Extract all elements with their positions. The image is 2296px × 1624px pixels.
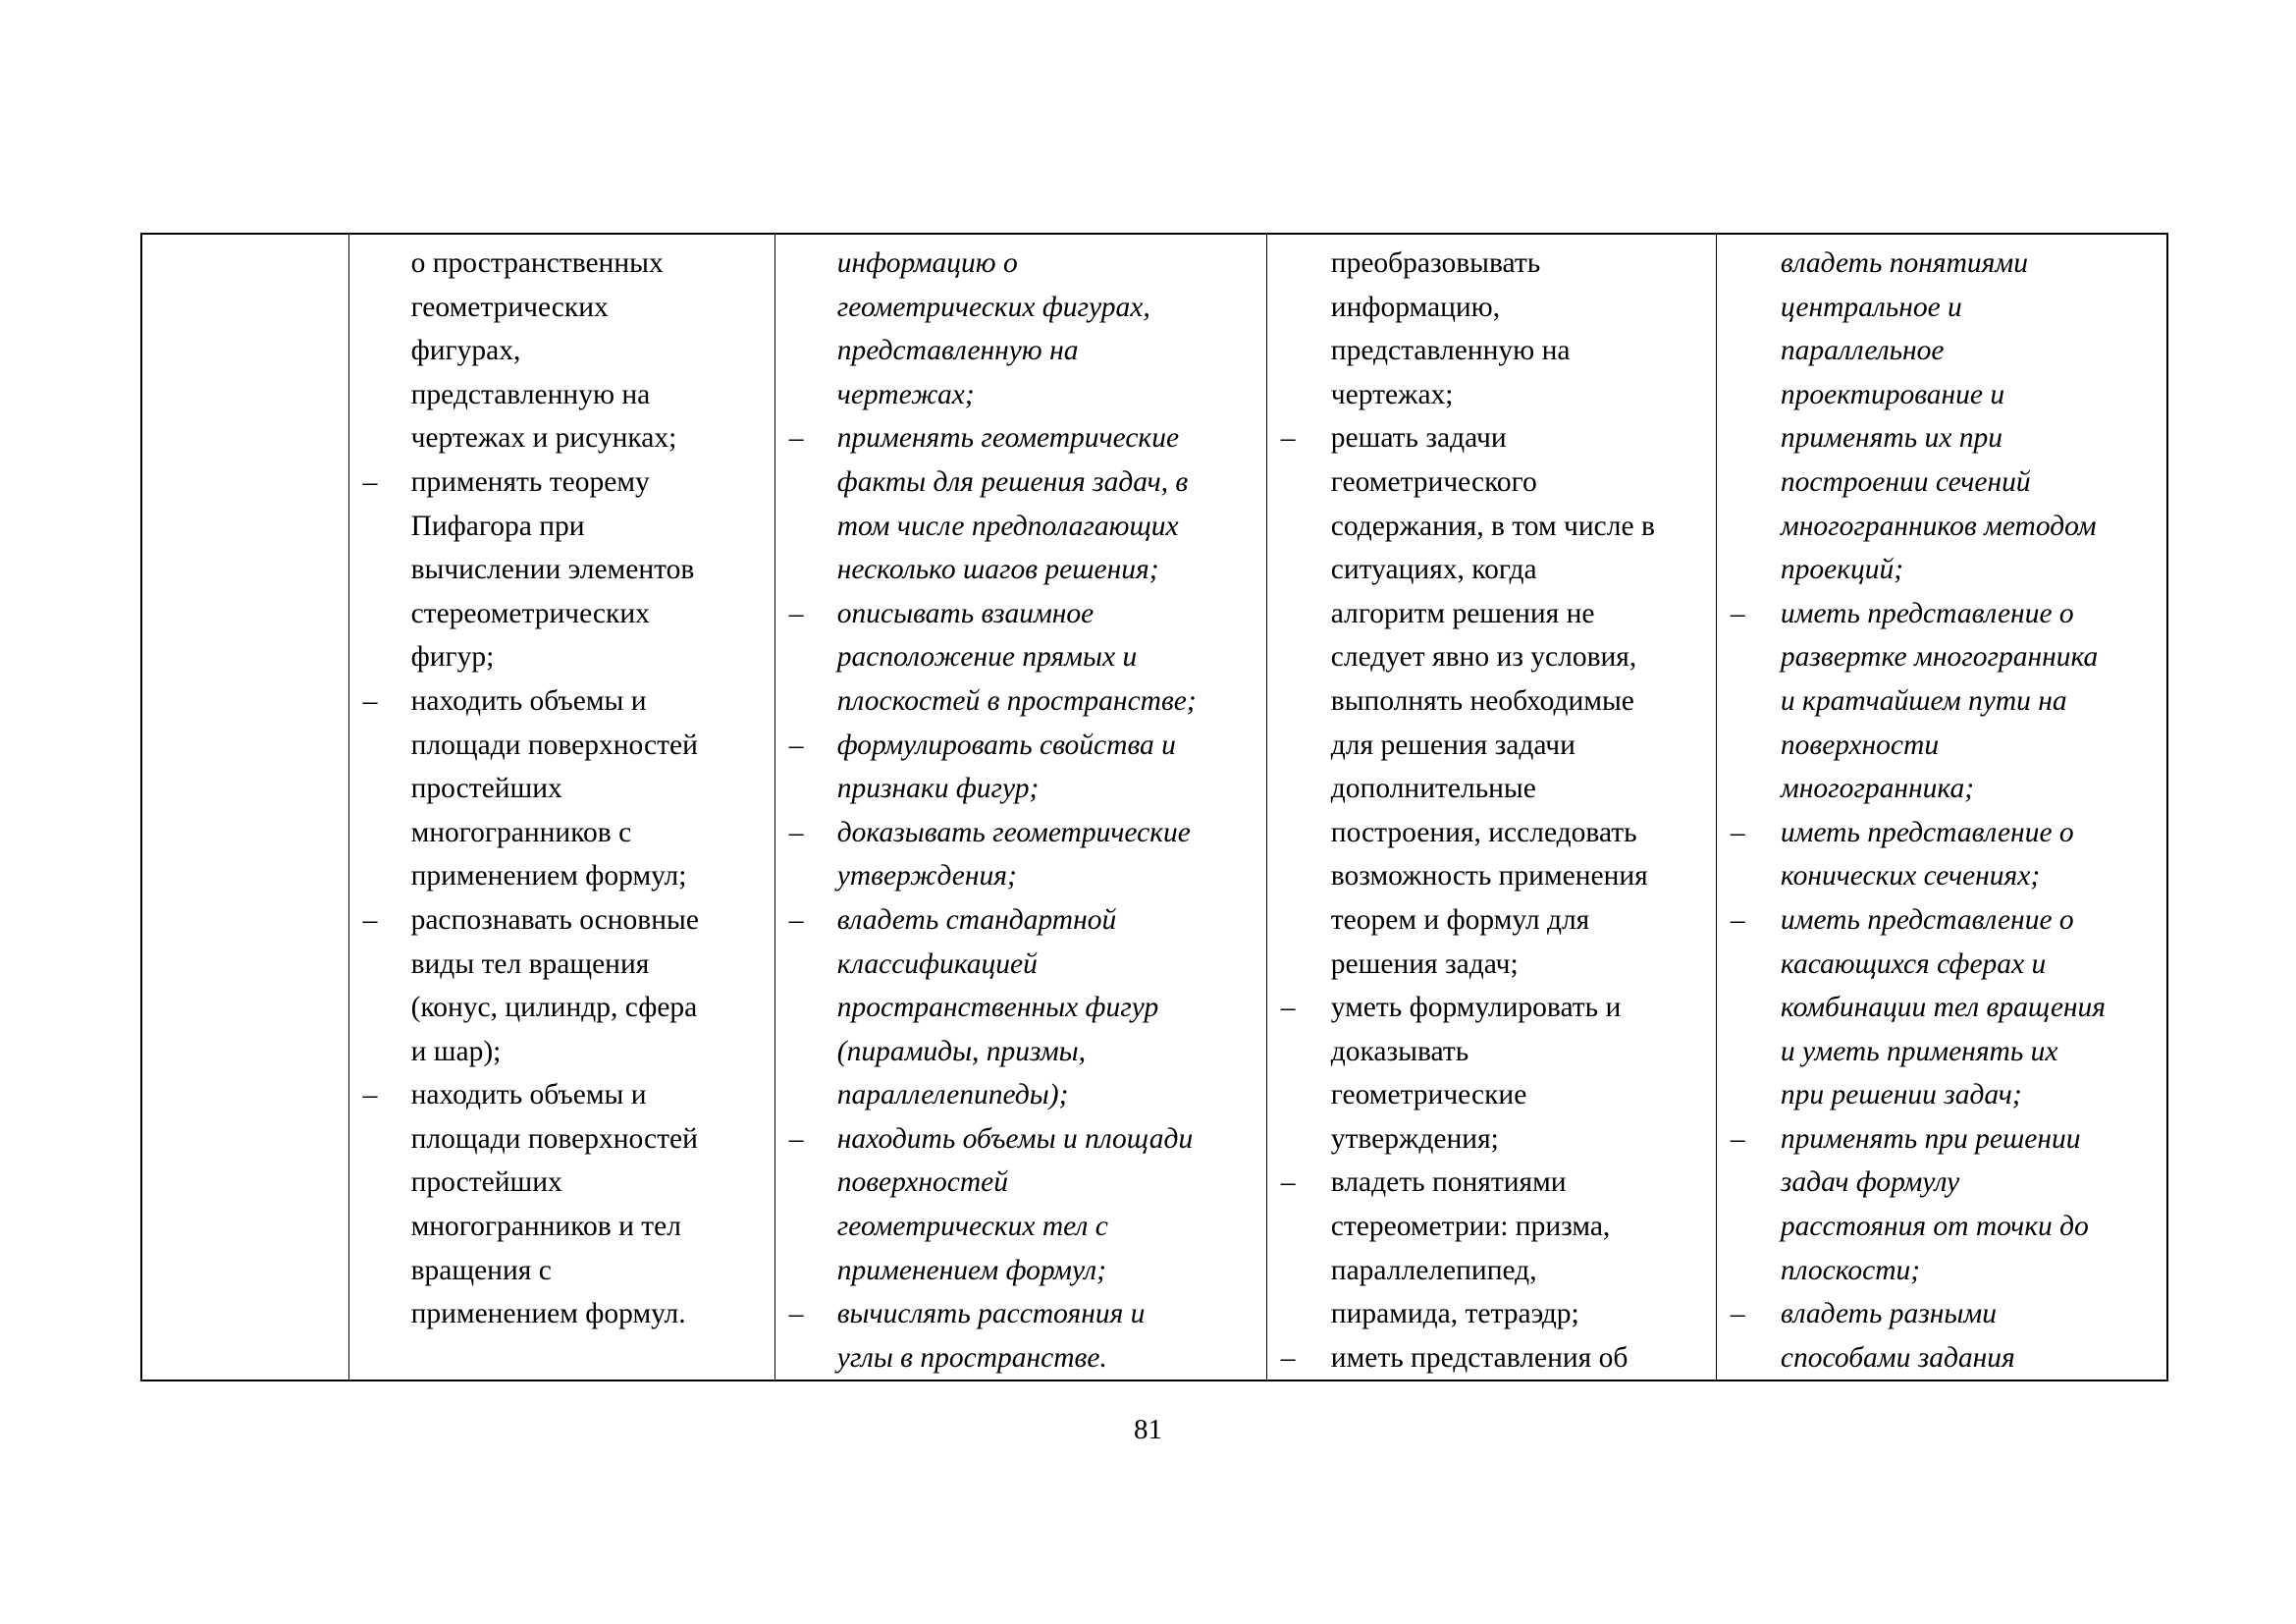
column-lines [1717,242,2166,1380]
line-text: уметь формулировать и [1330,992,1622,1024]
table-line [1717,1336,2166,1380]
table-line [775,460,1266,505]
table-line [775,724,1266,768]
table-line [775,1073,1266,1117]
table-line [775,242,1266,286]
line-text: расположение прямых и [836,641,1138,674]
table-line [1717,635,2166,679]
table-line [775,943,1266,987]
line-text: ситуациях, когда [1330,554,1537,586]
line-text: преобразовывать [1330,247,1541,279]
table-line [349,943,774,987]
column-lines [775,242,1266,1380]
line-text: развертке многогранника [1780,641,2099,674]
table-line [775,854,1266,898]
line-text: и шар); [410,1035,502,1067]
table-line [775,329,1266,373]
line-text: и кратчайшем пути на [1780,684,2067,717]
line-text: проектирование и [1780,378,2005,410]
line-text: о пространственных [410,247,664,279]
table-line [1717,679,2166,724]
line-text: применением формул; [836,1254,1106,1286]
table-line [1717,1292,2166,1336]
table-column-empty [142,235,349,1380]
table-line [1267,943,1716,987]
table-line [1717,1030,2166,1074]
table-line [1267,1336,1716,1380]
line-text: находить объемы и [410,684,647,717]
table-line [775,548,1266,592]
list-dash: – [362,465,378,498]
list-dash: – [788,1298,804,1330]
table-column-advanced-skills [1267,235,1717,1380]
table-line [349,1117,774,1162]
table-line [1717,1073,2166,1117]
table-line [1267,986,1716,1030]
table-line [1717,1205,2166,1249]
table-line [349,679,774,724]
line-text: чертежах; [1330,378,1454,410]
line-text: и уметь применять их [1780,1035,2058,1067]
line-text: пирамида, тетраэдр; [1330,1298,1579,1330]
table-line [349,1030,774,1074]
table-line [1717,854,2166,898]
list-dash: – [362,1079,378,1111]
table-column-basic-opportunities [775,235,1267,1380]
line-text: владеть понятиями [1330,1166,1567,1199]
list-dash: – [788,1122,804,1155]
line-text: применять теорему [410,465,650,498]
line-text: многогранника; [1780,773,1975,805]
list-dash: – [362,903,378,936]
line-text: иметь представления об [1330,1341,1629,1374]
list-dash: – [1280,1341,1296,1374]
table-line [1267,592,1716,636]
list-dash: – [1730,1298,1745,1330]
line-text: комбинации тел вращения [1780,992,2107,1024]
line-text: владеть разными [1780,1298,1997,1330]
table-line [1267,1030,1716,1074]
table-line [1717,592,2166,636]
table-line [775,1292,1266,1336]
line-text: чертежах; [836,378,975,410]
line-text: параллелепипеды); [836,1079,1069,1111]
table-line [349,548,774,592]
table-line [349,724,774,768]
table-line [349,767,774,811]
line-text: простейших [410,773,562,805]
line-text: геометрических [410,291,609,323]
table-column-basic-skills [349,235,775,1380]
line-text: применением формул. [410,1298,686,1330]
line-text: фигур; [410,641,495,674]
list-dash: – [788,903,804,936]
line-text: площади поверхностей [410,729,698,761]
line-text: чертежах и рисунках; [410,422,677,455]
line-text: информацию о [836,247,1018,279]
table-line [1267,286,1716,330]
table-line [1717,724,2166,768]
line-text: возможность применения [1330,860,1648,893]
table-line [1267,416,1716,460]
table-line [1717,548,2166,592]
table-line [775,767,1266,811]
line-text: утверждения; [836,860,1017,893]
table-line [349,1249,774,1293]
table-line [1267,898,1716,943]
table-line [349,416,774,460]
line-text: теорем и формул для [1330,903,1590,936]
list-dash: – [1730,597,1745,629]
table-line [1717,898,2166,943]
table-line [775,1117,1266,1162]
table-line [775,1336,1266,1380]
table-line [1267,548,1716,592]
line-text: проекций; [1780,554,1904,586]
list-dash: – [1730,903,1745,936]
table-line [349,460,774,505]
column-lines [1267,242,1716,1380]
line-text: параллельное [1780,335,1945,367]
list-dash: – [788,729,804,761]
table-line [775,1205,1266,1249]
table-line [1267,373,1716,417]
line-text: применением формул; [410,860,687,893]
table-line [1717,416,2166,460]
list-dash: – [1730,816,1745,848]
table-line [349,986,774,1030]
table-line [1717,329,2166,373]
list-dash: – [362,684,378,717]
table-line [1717,943,2166,987]
line-text: находить объемы и [410,1079,647,1111]
table-line [1267,242,1716,286]
line-text: содержания, в том числе в [1330,510,1655,542]
list-dash: – [1280,992,1296,1024]
line-text: решения задач; [1330,947,1519,980]
table-line [1267,679,1716,724]
line-text: конических сечениях; [1780,860,2041,893]
table-line [1267,811,1716,855]
table-column-advanced-opportunities [1717,235,2166,1380]
line-text: решать задачи [1330,422,1507,455]
table-line [349,854,774,898]
line-text: стереометрии: призма, [1330,1211,1611,1243]
line-text: плоскости; [1780,1254,1921,1286]
line-text: фигурах, [410,335,521,367]
line-text: пространственных фигур [836,992,1159,1024]
line-text: центральное и [1780,291,1962,323]
table-line [775,898,1266,943]
line-text: доказывать геометрические [836,816,1191,848]
table-line [775,416,1266,460]
line-text: стереометрических [410,597,650,629]
line-text: для решения задачи [1330,729,1575,761]
list-dash: – [1280,422,1296,455]
table-line [349,811,774,855]
line-text: факты для решения задач, в [836,465,1189,498]
table-line [775,1161,1266,1205]
line-text: геометрические [1330,1079,1527,1111]
list-dash: – [788,816,804,848]
line-text: расстояния от точки до [1780,1211,2089,1243]
table-line [1717,811,2166,855]
table-line [1717,505,2166,549]
line-text: применять при решении [1780,1122,2081,1155]
line-text: классификацией [836,947,1038,980]
line-text: способами задания [1780,1341,2015,1374]
table-line [1717,767,2166,811]
table-line [349,1205,774,1249]
table-line [775,635,1266,679]
line-text: формулировать свойства и [836,729,1176,761]
line-text: Пифагора при [410,510,585,542]
table-line [1267,460,1716,505]
line-text: (конус, цилиндр, сфера [410,992,698,1024]
table-line [775,986,1266,1030]
line-text: иметь представление о [1780,903,2074,936]
table-line [349,286,774,330]
line-text: геометрических фигурах, [836,291,1150,323]
line-text: признаки фигур; [836,773,1040,805]
line-text: описывать взаимное [836,597,1095,629]
table-line [1267,1073,1716,1117]
line-text: при решении задач; [1780,1079,2022,1111]
line-text: многогранников с [410,816,632,848]
table-line [775,592,1266,636]
table-line [1267,329,1716,373]
line-text: утверждения; [1330,1122,1499,1155]
line-text: информацию, [1330,291,1501,323]
line-text: том числе предполагающих [836,510,1179,542]
table-line [1717,1117,2166,1162]
table-line [775,505,1266,549]
line-text: простейших [410,1166,562,1199]
line-text: построении сечений [1780,465,2031,498]
line-text: поверхности [1780,729,1940,761]
line-text: виды тел вращения [410,947,650,980]
table-line [349,373,774,417]
table-line [349,1073,774,1117]
line-text: представленную на [836,335,1079,367]
table-line [775,373,1266,417]
line-text: алгоритм решения не [1330,597,1595,629]
list-dash: – [788,422,804,455]
table-line [1717,986,2166,1030]
table-line [349,898,774,943]
table-line [1267,767,1716,811]
line-text: дополнительные [1330,773,1536,805]
line-text: представленную на [410,378,651,410]
table-line [1267,1117,1716,1162]
list-dash: – [1730,1122,1745,1155]
table-line [349,242,774,286]
line-text: построения, исследовать [1330,816,1637,848]
line-text: площади поверхностей [410,1122,698,1155]
line-text: следует явно из условия, [1330,641,1637,674]
line-text: вычислять расстояния и [836,1298,1146,1330]
table-line [349,1161,774,1205]
table-line [349,592,774,636]
table-line [1267,635,1716,679]
table-line [1717,1249,2166,1293]
line-text: представленную на [1330,335,1571,367]
table-line [775,286,1266,330]
table-line [349,505,774,549]
line-text: распознавать основные [410,903,699,936]
table-line [349,635,774,679]
page-number: 81 [1134,1414,1162,1445]
table-line [775,1030,1266,1074]
line-text: применять геометрические [836,422,1180,455]
line-text: владеть понятиями [1780,247,2028,279]
table-line [1267,854,1716,898]
column-lines [349,242,774,1336]
line-text: выполнять необходимые [1330,684,1634,717]
table-line [1267,724,1716,768]
table-line [349,1292,774,1336]
requirements-table [140,233,2168,1381]
table-line [1717,286,2166,330]
line-text: находить объемы и площади [836,1122,1194,1155]
line-text: иметь представление о [1780,597,2074,629]
line-text: многогранников методом [1780,510,2097,542]
line-text: задач формулу [1780,1166,1960,1199]
line-text: вращения с [410,1254,552,1286]
table-line [775,811,1266,855]
table-line [1717,460,2166,505]
table-line [1267,1249,1716,1293]
line-text: поверхностей [836,1166,1009,1199]
table-line [1717,242,2166,286]
table-line [775,679,1266,724]
table-line [1267,1161,1716,1205]
list-dash: – [1280,1166,1296,1199]
line-text: (пирамиды, призмы, [836,1035,1087,1067]
line-text: касающихся сферах и [1780,947,2047,980]
table-line [1267,1292,1716,1336]
table-line [1267,1205,1716,1249]
table-line [1717,1161,2166,1205]
line-text: многогранников и тел [410,1211,681,1243]
line-text: параллелепипед, [1330,1254,1537,1286]
line-text: плоскостей в пространстве; [836,684,1197,717]
table-line [1267,505,1716,549]
table-line [1717,373,2166,417]
table-line [775,1249,1266,1293]
line-text: вычислении элементов [410,554,695,586]
line-text: владеть стандартной [836,903,1117,936]
line-text: доказывать [1330,1035,1469,1067]
line-text: углы в пространстве. [836,1341,1107,1374]
table-line [349,329,774,373]
line-text: иметь представление о [1780,816,2074,848]
line-text: применять их при [1780,422,2002,455]
line-text: геометрического [1330,465,1537,498]
line-text: геометрических тел с [836,1211,1108,1243]
line-text: несколько шагов решения; [836,554,1159,586]
list-dash: – [788,597,804,629]
